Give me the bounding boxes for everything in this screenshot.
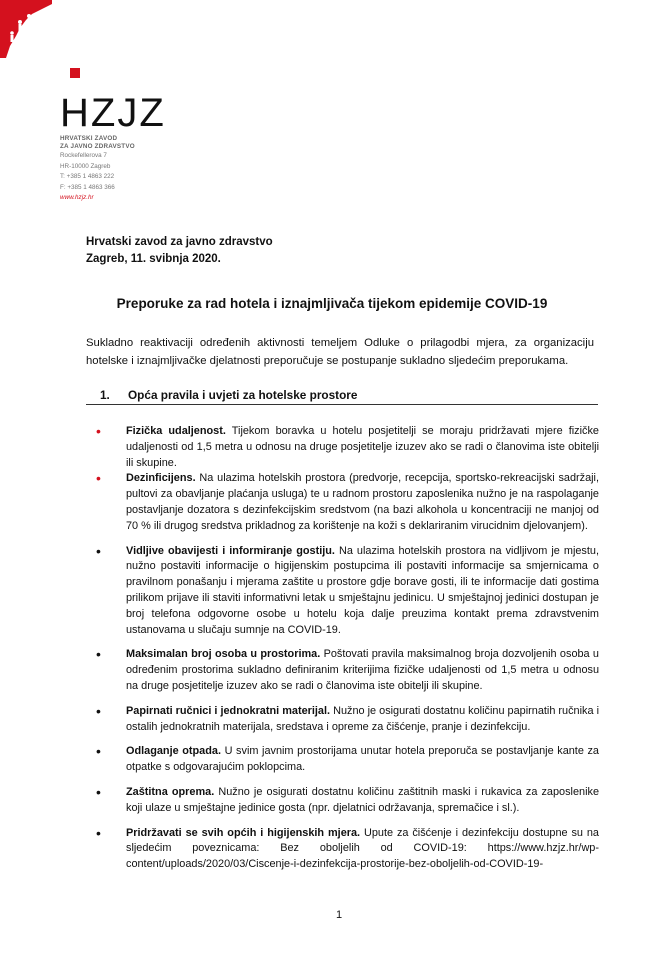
item-text: U svim javnim prostorijama unutar hotela preporuča se postavljanje kante za otpatke s odgovarajućim poklopcima. xyxy=(126,745,599,774)
sender-date: Zagreb, 11. svibnja 2020. xyxy=(86,253,221,265)
bullet-icon: • xyxy=(96,646,101,663)
bullet-icon: • xyxy=(96,542,101,559)
item-text: Nužno je osigurati dostatnu količinu zaštitnih maski i rukavica za zaposlenike koji ulaze u smještajne jedinice gosta (npr. djelatnici održavanja, spremačice i sl.). xyxy=(126,785,599,814)
organization-info xyxy=(60,135,135,204)
item-label: Papirnati ručnici i jednokratni materijal. xyxy=(126,704,331,717)
item-text: Poštovati pravila maksimalnog broja dozvoljenih osoba u određenim prostorima sukladno definiranim kriterijima fizičke udaljenosti od 1,5 metra u odnosu na druge posjetitelje izuzev ako se radi o članovima iste obitelji ili skupine. xyxy=(126,648,599,692)
list-item xyxy=(96,704,599,736)
list-item xyxy=(96,471,599,534)
logo-red-square xyxy=(70,68,80,78)
item-label: Pridržavati se svih općih i higijenskih mjera. xyxy=(126,826,361,839)
org-name-line1: HRVATSKI ZAVOD xyxy=(60,135,118,142)
item-label: Vidljive obavijesti i informiranje gostiju. xyxy=(126,544,335,557)
red-bullet-icon: • xyxy=(96,470,101,487)
document-title: Preporuke za rad hotela i iznajmljivača tijekom epidemije COVID-19 xyxy=(116,296,548,311)
list-item xyxy=(96,424,599,471)
item-text: Tijekom boravka u hotelu posjetitelji se moraju pridržavati mjere fizičke udaljenosti od 1,5 metra u odnosu na druge posjetitelje izuzev ako se radi o članovima iste obitelji ili skupine. xyxy=(126,425,599,469)
recommendation-list xyxy=(96,424,599,882)
item-label: Zaštitna oprema. xyxy=(126,785,215,798)
org-city: HR-10000 Zagreb xyxy=(60,162,111,170)
org-website-link[interactable]: www.hzjz.hr xyxy=(60,194,94,201)
bullet-icon: • xyxy=(96,824,101,841)
list-item xyxy=(96,647,599,694)
hzjz-logo: HZJZ xyxy=(60,91,166,135)
item-label: Fizička udaljenost. xyxy=(126,425,226,437)
item-text: Nužno je osigurati dostatnu količinu papirnatih ručnika i ostalih jednokratnih materijala, sredstava i opreme za čišćenje, pranje i dezinfekciju. xyxy=(126,704,599,733)
item-text: Upute za čišćenje i dezinfekciju dostupne su na sljedećim poveznicama: Bez oboljelih od COVID-19: https://www.hzjz.hr/wp-content/uploads/2020/03/Ciscenje-i-dezinfekcija-prostorije-bez-oboljelih-od-COVID-19- xyxy=(126,826,599,871)
sender-name: Hrvatski zavod za javno zdravstvo xyxy=(86,236,273,248)
org-phone: T: +385 1 4863 222 xyxy=(60,173,115,180)
item-label: Dezinficijens. xyxy=(126,472,196,485)
list-item xyxy=(96,826,599,873)
list-item xyxy=(96,785,599,817)
bullet-icon: • xyxy=(96,783,101,800)
item-text: Na ulazima hotelskih prostora na vidljivom je mjestu, nužno postaviti informacije o higijenskim postupcima ili postaviti informacije sa smjernicama o pravilnom ponašanju i mjerama zaštite u prostore gdje borave gosti, ili te informacije dati gostima prilikom prijave ili staviti informativni letak u smještajnu jedinicu. U smještajnoj jedinici dostupan je broj telefona odgovorne osobe u hotelu koja dalje preuzima kontakt prema zdravstvenim ustanovama u slučaju sumnje na COVID-19. xyxy=(126,544,599,636)
item-label: Maksimalan broj osoba u prostorima. xyxy=(126,648,321,661)
intro-paragraph: Sukladno reaktivaciji određenih aktivnosti temeljem Odluke o prilagodbi mjera, za organizaciju hotelske i iznajmljivačke djelatnosti preporučuje se postupanje sukladno sljedećim preporukama. xyxy=(86,337,594,367)
section-heading xyxy=(86,387,598,405)
bullet-icon: • xyxy=(96,702,101,719)
list-item xyxy=(96,744,599,776)
page-number: 1 xyxy=(335,909,343,921)
section-title: Opća pravila i uvjeti za hotelske prostore xyxy=(128,388,358,402)
bullet-icon: • xyxy=(96,743,101,760)
item-text: Na ulazima hotelskih prostora (predvorje, recepcija, sportsko-rekreacijski sadržaji, pultovi za obavljanje plaćanja usluga) te u radnom prostoru zaposlenika nužno je na raspolaganje postavljanje dozatora s dezinfekcijskim sredstvom (na bazi alkohola u koncentraciji ne manjoj od 70 % ili drugog sredstva prikladnog za korištenje na koži s deklariranim virucidnim djelovanjem). xyxy=(126,472,599,532)
list-item xyxy=(96,544,599,639)
org-address: Rockefellerova 7 xyxy=(60,152,107,159)
corner-logo-graphic xyxy=(0,0,52,58)
item-label: Odlaganje otpada. xyxy=(126,745,221,758)
section-number: 1. xyxy=(100,388,110,402)
org-name-line2: ZA JAVNO ZDRAVSTVO xyxy=(60,143,135,150)
org-fax: F: +385 1 4863 366 xyxy=(60,183,115,191)
red-bullet-icon: • xyxy=(96,423,101,439)
sender-block xyxy=(86,234,273,268)
